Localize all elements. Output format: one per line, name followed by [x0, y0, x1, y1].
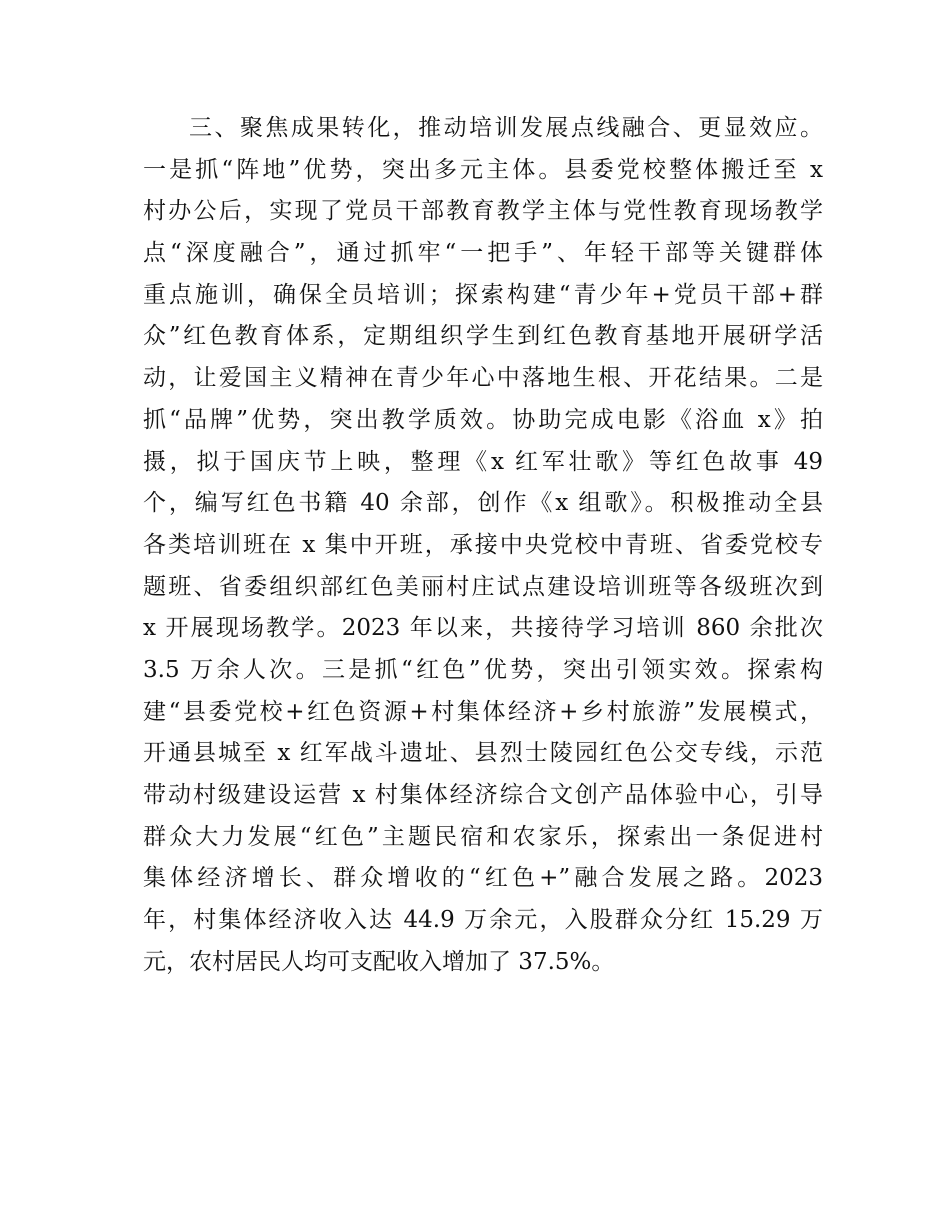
paragraph-line: 开通县城至 x 红军战斗遗址、县烈士陵园红色公交专线，示范: [143, 740, 823, 767]
paragraph-line: 动，让爱国主义精神在青少年心中落地生根、开花结果。二是: [143, 365, 823, 392]
paragraph-line: 个，编写红色书籍 40 余部，创作《x 组歌》。积极推动全县: [143, 490, 823, 517]
paragraph-line: 群众大力发展“红色”主题民宿和农家乐，探索出一条促进村: [143, 823, 823, 850]
paragraph-line: 村办公后，实现了党员干部教育教学主体与党性教育现场教学: [143, 198, 823, 225]
paragraph-line: 各类培训班在 x 集中开班，承接中央党校中青班、省委党校专: [143, 531, 823, 558]
paragraph-line: 三、聚焦成果转化，推动培训发展点线融合、更显效应。: [189, 115, 823, 141]
paragraph-line: 众”红色教育体系，定期组织学生到红色教育基地开展研学活: [143, 323, 823, 350]
paragraph-line: 带动村级建设运营 x 村集体经济综合文创产品体验中心，引导: [143, 782, 823, 808]
paragraph-line: 抓“品牌”优势，突出教学质效。协助完成电影《浴血 x》拍: [143, 406, 823, 433]
paragraph-line: x 开展现场教学。2023 年以来，共接待学习培训 860 余批次: [143, 615, 823, 642]
paragraph-line: 集体经济增长、群众增收的“红色+”融合发展之路。2023: [143, 865, 823, 892]
paragraph-line: 建“县委党校+红色资源+村集体经济+乡村旅游”发展模式，: [143, 698, 823, 725]
paragraph-line: 重点施训，确保全员培训；探索构建“青少年+党员干部+群: [143, 281, 823, 308]
paragraph-line: 元，农村居民人均可支配收入增加了 37.5%。: [143, 948, 615, 975]
body-paragraph: [143, 108, 823, 983]
paragraph-line: 年，村集体经济收入达 44.9 万余元，入股群众分红 15.29 万: [143, 907, 823, 934]
paragraph-line: 点“深度融合”，通过抓牢“一把手”、年轻干部等关键群体: [143, 240, 823, 267]
paragraph-line: 3.5 万余人次。三是抓“红色”优势，突出引领实效。探索构: [143, 656, 823, 683]
paragraph-line: 摄，拟于国庆节上映，整理《x 红军壮歌》等红色故事 49: [143, 448, 823, 475]
paragraph-line: 一是抓“阵地”优势，突出多元主体。县委党校整体搬迁至 x: [143, 156, 823, 183]
paragraph-line: 题班、省委组织部红色美丽村庄试点建设培训班等各级班次到: [143, 573, 823, 600]
